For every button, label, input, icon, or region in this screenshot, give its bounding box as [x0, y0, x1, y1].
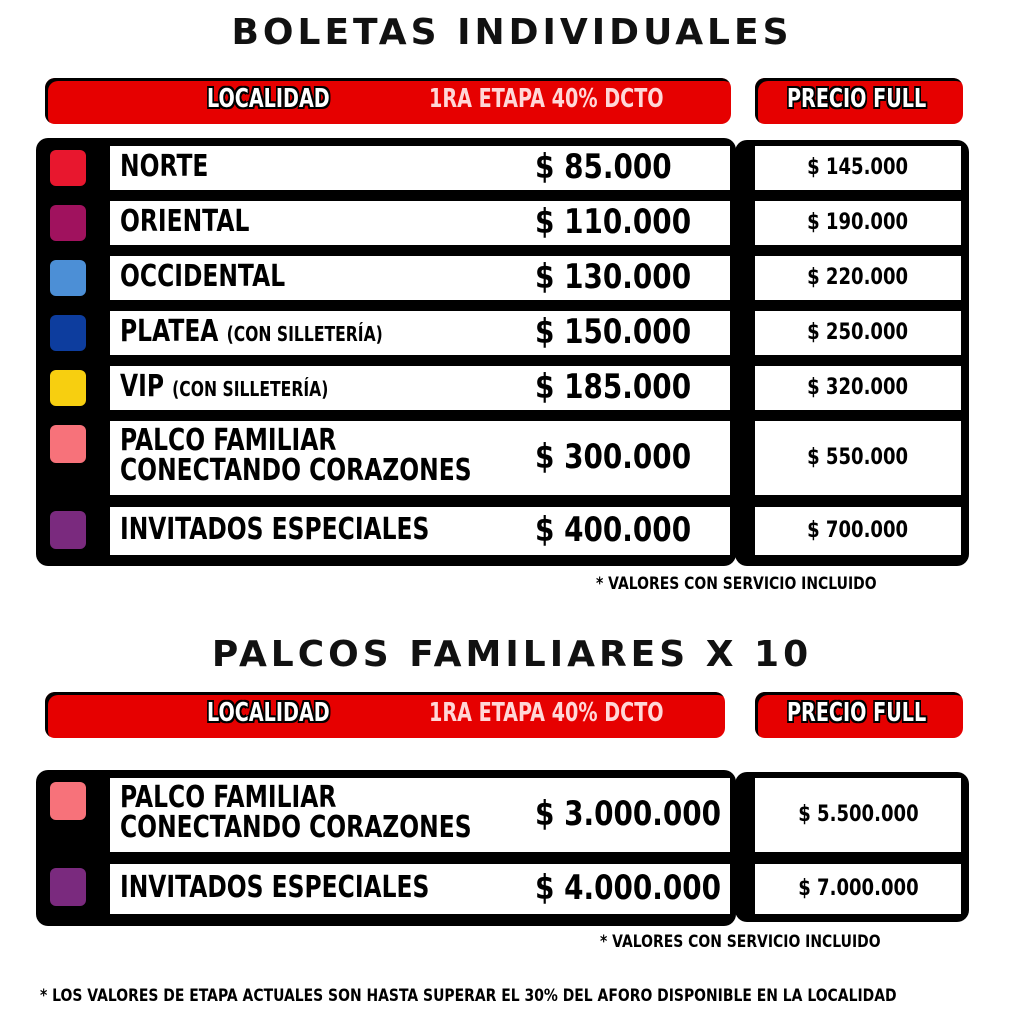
locality-name	[120, 204, 250, 239]
full-price	[755, 864, 961, 914]
full-price	[755, 778, 961, 852]
full-price	[755, 366, 961, 410]
stage-price: $ 150.000	[535, 312, 692, 352]
header-full: PRECIO FULL	[787, 698, 927, 728]
color-swatch	[50, 868, 86, 906]
section1-note: * VALORES CON SERVICIO INCLUIDO	[596, 574, 877, 594]
locality-name	[120, 149, 209, 184]
locality-name-line2: CONECTANDO CORAZONES	[120, 810, 472, 845]
color-swatch	[50, 370, 86, 406]
locality-name	[120, 259, 286, 294]
header-localidad: LOCALIDAD	[207, 698, 330, 728]
table-row	[110, 421, 730, 495]
locality-name	[120, 423, 472, 488]
full-price-text: $ 550.000	[807, 445, 909, 470]
footer-note: * LOS VALORES DE ETAPA ACTUALES SON HASTA SUPERAR EL 30% DEL AFORO DISPONIBLE EN LA LOCALIDAD	[40, 986, 897, 1006]
full-price-text: $ 700.000	[807, 518, 909, 543]
header-stage: 1RA ETAPA 40% DCTO	[429, 698, 664, 728]
table-row	[110, 201, 730, 245]
color-swatch	[50, 150, 86, 186]
locality-qualifier: (CON SILLETERÍA)	[172, 377, 329, 401]
stage-price: $ 300.000	[535, 437, 692, 477]
section2-title: PALCOS FAMILIARES X 10	[211, 634, 813, 675]
full-price	[755, 507, 961, 555]
locality-name-text: NORTE	[120, 149, 209, 184]
locality-name-line2: CONECTANDO CORAZONES	[120, 453, 472, 488]
section1-title: BOLETAS INDIVIDUALES	[231, 12, 793, 53]
full-price	[755, 256, 961, 300]
section1-header-bar	[45, 78, 731, 124]
locality-name	[120, 512, 430, 547]
locality-name	[120, 780, 472, 845]
locality-name-text: INVITADOS ESPECIALES	[120, 870, 430, 905]
locality-name-text: INVITADOS ESPECIALES	[120, 512, 430, 547]
full-price-text: $ 190.000	[807, 210, 909, 235]
locality-name	[120, 870, 430, 905]
full-price-text: $ 250.000	[807, 320, 909, 345]
color-swatch	[50, 205, 86, 241]
color-swatch	[50, 425, 86, 463]
locality-name-text: ORIENTAL	[120, 204, 250, 239]
full-price-text: $ 145.000	[807, 155, 909, 180]
full-price	[755, 146, 961, 190]
full-price-text: $ 220.000	[807, 265, 909, 290]
locality-name-text: VIP	[120, 369, 164, 404]
section2-note: * VALORES CON SERVICIO INCLUIDO	[600, 932, 881, 952]
table-row	[110, 864, 730, 914]
header-localidad: LOCALIDAD	[207, 84, 330, 114]
color-swatch	[50, 511, 86, 549]
stage-price: $ 4.000.000	[535, 868, 722, 908]
table-row	[110, 366, 730, 410]
locality-qualifier: (CON SILLETERÍA)	[226, 322, 383, 346]
full-price	[755, 201, 961, 245]
stage-price: $ 400.000	[535, 510, 692, 550]
locality-name-text: PLATEA	[120, 314, 219, 349]
stage-price: $ 185.000	[535, 367, 692, 407]
header-stage: 1RA ETAPA 40% DCTO	[429, 84, 664, 114]
full-price-text: $ 5.500.000	[797, 802, 919, 827]
locality-name	[120, 314, 383, 349]
full-price-text: $ 7.000.000	[797, 876, 919, 901]
stage-price: $ 85.000	[535, 147, 672, 187]
full-price	[755, 311, 961, 355]
full-price-text: $ 320.000	[807, 375, 909, 400]
section2-header-full	[755, 692, 963, 738]
table-row	[110, 507, 730, 555]
stage-price: $ 3.000.000	[535, 794, 722, 834]
stage-price: $ 110.000	[535, 202, 692, 242]
table-row	[110, 146, 730, 190]
full-price	[755, 421, 961, 495]
table-row	[110, 778, 730, 852]
locality-name-text: OCCIDENTAL	[120, 259, 286, 294]
color-swatch	[50, 315, 86, 351]
section1-header-full	[755, 78, 963, 124]
table-row	[110, 311, 730, 355]
color-swatch	[50, 260, 86, 296]
section2-header-bar	[45, 692, 725, 738]
locality-name	[120, 369, 329, 404]
locality-name-line1: PALCO FAMILIAR	[120, 423, 337, 458]
locality-name-line1: PALCO FAMILIAR	[120, 780, 337, 815]
header-full: PRECIO FULL	[787, 84, 927, 114]
stage-price: $ 130.000	[535, 257, 692, 297]
table-row	[110, 256, 730, 300]
color-swatch	[50, 782, 86, 820]
